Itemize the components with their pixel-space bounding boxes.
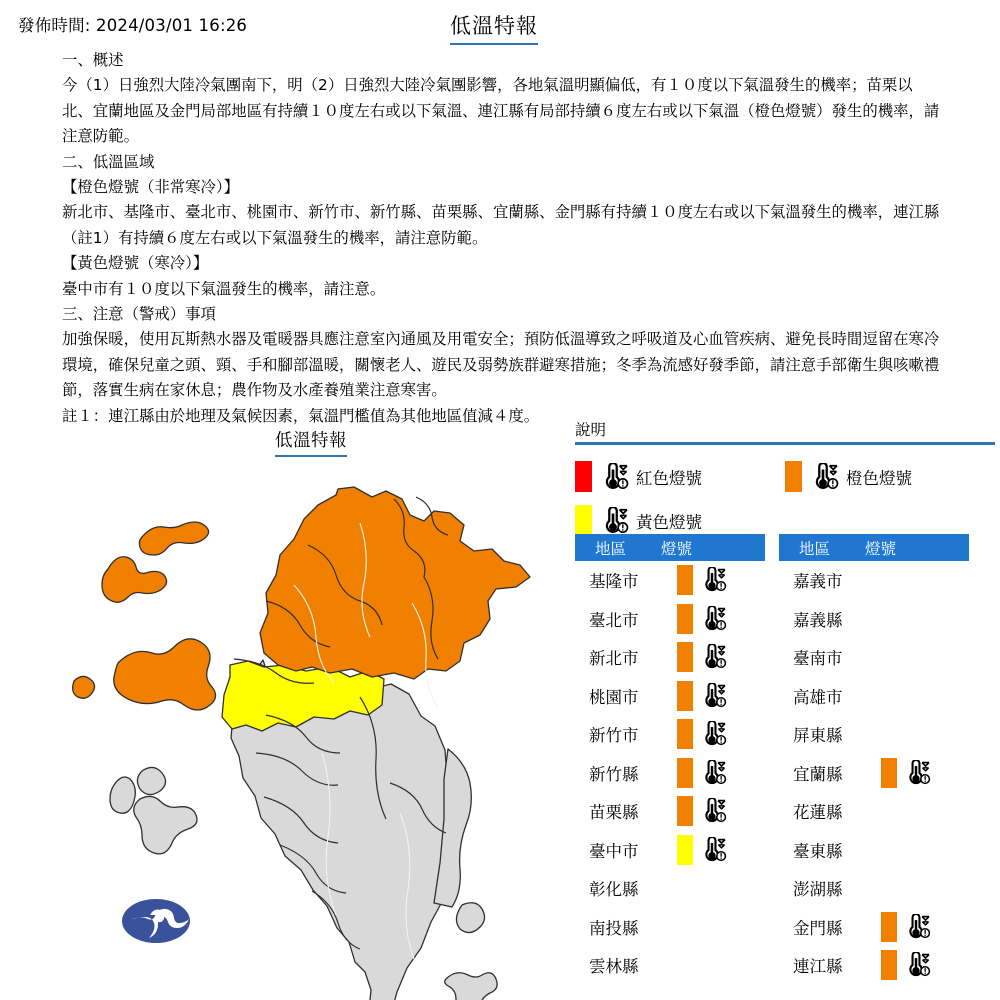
map-region-lienchiang-b	[102, 557, 167, 603]
column-header-region: 地區	[595, 539, 627, 558]
column-header-signal: 燈號	[865, 539, 897, 558]
region-signal	[661, 719, 751, 749]
column-header-signal: 燈號	[661, 539, 693, 558]
region-signal	[661, 681, 751, 711]
region-name: 臺中市	[589, 841, 639, 861]
thermometer-cold-icon	[697, 760, 727, 786]
table-row	[575, 600, 765, 639]
region-name: 雲林縣	[589, 957, 639, 977]
signal-color-swatch	[677, 565, 693, 595]
legend-panel	[575, 418, 995, 543]
signal-color-swatch	[881, 912, 897, 942]
thermometer-cold-icon	[697, 567, 727, 593]
thermometer-cold-icon	[597, 507, 629, 535]
map-region-kinmen-lieyu	[73, 676, 95, 698]
region-name: 連江縣	[793, 957, 843, 977]
map-region-penghu-c	[134, 796, 197, 853]
legend-item-label: 紅色燈號	[636, 468, 702, 488]
advisory-body	[62, 48, 942, 429]
region-signal	[865, 950, 955, 980]
region-name: 屏東縣	[793, 726, 843, 746]
legend-title: 說明	[575, 421, 607, 439]
table-row	[779, 908, 969, 947]
thermometer-cold-icon	[697, 837, 727, 863]
region-name: 澎湖縣	[793, 880, 843, 900]
table-row	[575, 792, 765, 831]
section1-heading: 一、概述	[62, 51, 124, 69]
table-row	[779, 600, 969, 639]
table-row	[779, 561, 969, 600]
region-name: 嘉義市	[793, 572, 843, 592]
yellow-signal-label: 【黃色燈號（寒冷）】	[62, 254, 209, 273]
legend-divider	[575, 442, 995, 445]
signal-color-swatch	[677, 604, 693, 634]
table-row	[779, 869, 969, 908]
thermometer-cold-icon	[901, 952, 931, 978]
thermometer-cold-icon	[597, 463, 629, 491]
table-row	[575, 561, 765, 600]
thermometer-cold-icon	[697, 798, 727, 824]
table-row	[779, 638, 969, 677]
region-name: 新竹縣	[589, 764, 639, 784]
table-header-row	[575, 534, 765, 561]
region-name: 新北市	[589, 649, 639, 669]
map-title: 低溫特報	[275, 427, 347, 457]
signal-color-swatch	[677, 719, 693, 749]
region-name: 金門縣	[793, 918, 843, 938]
signal-color-swatch	[881, 950, 897, 980]
column-header-region: 地區	[799, 539, 831, 558]
table-row	[779, 677, 969, 716]
region-name: 臺南市	[793, 649, 843, 669]
map-panel	[60, 425, 560, 1000]
table-row	[575, 908, 765, 947]
table-row	[779, 715, 969, 754]
table-row	[779, 831, 969, 870]
table-row	[779, 754, 969, 793]
legend-row	[575, 455, 995, 499]
legend-item	[785, 461, 995, 492]
signal-color-swatch	[677, 835, 693, 865]
region-signal	[661, 565, 751, 595]
region-name: 苗栗縣	[589, 803, 639, 823]
legend-color-swatch	[575, 505, 592, 536]
map-region-penghu-a	[110, 777, 135, 813]
region-name: 臺東縣	[793, 841, 843, 861]
map-region-orchid-island	[445, 973, 497, 1000]
orange-signal-text: 新北市、基隆市、臺北市、桃園市、新竹市、新竹縣、苗栗縣、宜蘭縣、金門縣有持續１０度左右或以下氣溫發生的機率，連江縣（註1）有持續６度左右或以下氣溫發生的機率，請注意防範。	[62, 203, 940, 247]
yellow-signal-text: 臺中市有１０度以下氣溫發生的機率，請注意。	[62, 279, 386, 298]
region-name: 桃園市	[589, 687, 639, 707]
map-region-north-orange	[260, 487, 530, 679]
region-signal	[661, 835, 751, 865]
legend-color-swatch	[575, 461, 592, 492]
thermometer-cold-icon	[697, 683, 727, 709]
signal-color-swatch	[677, 758, 693, 788]
table-row	[779, 792, 969, 831]
table-row	[575, 754, 765, 793]
cwa-logo	[120, 895, 192, 947]
signal-color-swatch	[881, 758, 897, 788]
section1-paragraph: 今（1）日強烈大陸冷氣團南下，明（2）日強烈大陸冷氣團影響，各地氣溫明顯偏低，有１０度以下氣溫發生的機率；苗栗以北、宜蘭地區及金門局部地區有持續１０度左右或以下氣溫、連江縣有局部持續６度左右或以下氣溫（橙色燈號）發生的機率，請注意防範。	[62, 76, 940, 146]
map-region-penghu-b	[137, 767, 165, 794]
thermometer-cold-icon	[901, 760, 931, 786]
thermometer-cold-icon	[697, 606, 727, 632]
signal-color-swatch	[677, 642, 693, 672]
thermometer-cold-icon	[697, 721, 727, 747]
region-name: 嘉義縣	[793, 610, 843, 630]
signal-color-swatch	[677, 796, 693, 826]
section3-text: 加強保暖，使用瓦斯熱水器及電暖器具應注意室內通風及用電安全；預防低溫導致之呼吸道及心血管疾病、避免長時間逗留在寒冷環境，確保兒童之頭、頸、手和腳部溫暖，關懷老人、遊民及弱勢族群避寒措施；冬季為流感好發季節，請注意手部衛生與咳嗽禮節，落實生病在家休息；農作物及水產養殖業注意寒害。	[62, 330, 940, 400]
table-row	[575, 869, 765, 908]
footnote-1: 註１：連江縣由於地理及氣候因素，氣溫門檻值為其他地區值減４度。	[62, 406, 540, 425]
region-name: 新竹市	[589, 726, 639, 746]
region-name: 臺北市	[589, 610, 639, 630]
region-name: 高雄市	[793, 687, 843, 707]
map-region-green-island	[456, 903, 484, 933]
region-name: 基隆市	[589, 572, 639, 592]
thermometer-cold-icon	[697, 644, 727, 670]
map-region-lienchiang-a	[139, 522, 208, 555]
region-name: 彰化縣	[589, 880, 639, 900]
issue-time-label: 發佈時間: 2024/03/01 16:26	[18, 16, 248, 35]
signal-table-right	[779, 534, 969, 985]
page-title: 低溫特報	[450, 10, 538, 45]
table-row	[575, 677, 765, 716]
legend-item	[575, 505, 785, 536]
section3-heading: 三、注意（警戒）事項	[62, 305, 216, 324]
legend-color-swatch	[785, 461, 802, 492]
region-name: 花蓮縣	[793, 803, 843, 823]
table-row	[575, 946, 765, 985]
region-signal	[661, 604, 751, 634]
thermometer-cold-icon	[807, 463, 839, 491]
legend-items	[575, 455, 995, 543]
signal-table-left	[575, 534, 765, 985]
section2-heading: 二、低溫區域	[62, 152, 155, 171]
table-header-row	[779, 534, 969, 561]
region-signal	[865, 912, 955, 942]
orange-signal-label: 【橙色燈號（非常寒冷）】	[62, 178, 239, 197]
table-row	[575, 715, 765, 754]
legend-item-label: 黃色燈號	[636, 512, 702, 532]
thermometer-cold-icon	[901, 914, 931, 940]
table-row	[575, 638, 765, 677]
table-row	[575, 831, 765, 870]
signal-tables	[575, 534, 995, 985]
map-region-kinmen-main	[114, 639, 216, 710]
region-name: 宜蘭縣	[793, 764, 843, 784]
region-name: 南投縣	[589, 918, 639, 938]
table-row	[779, 946, 969, 985]
region-signal	[661, 642, 751, 672]
region-signal	[661, 758, 751, 788]
legend-item	[575, 461, 785, 492]
region-signal	[865, 758, 955, 788]
signal-color-swatch	[677, 681, 693, 711]
legend-item-label: 橙色燈號	[846, 468, 912, 488]
region-signal	[661, 796, 751, 826]
